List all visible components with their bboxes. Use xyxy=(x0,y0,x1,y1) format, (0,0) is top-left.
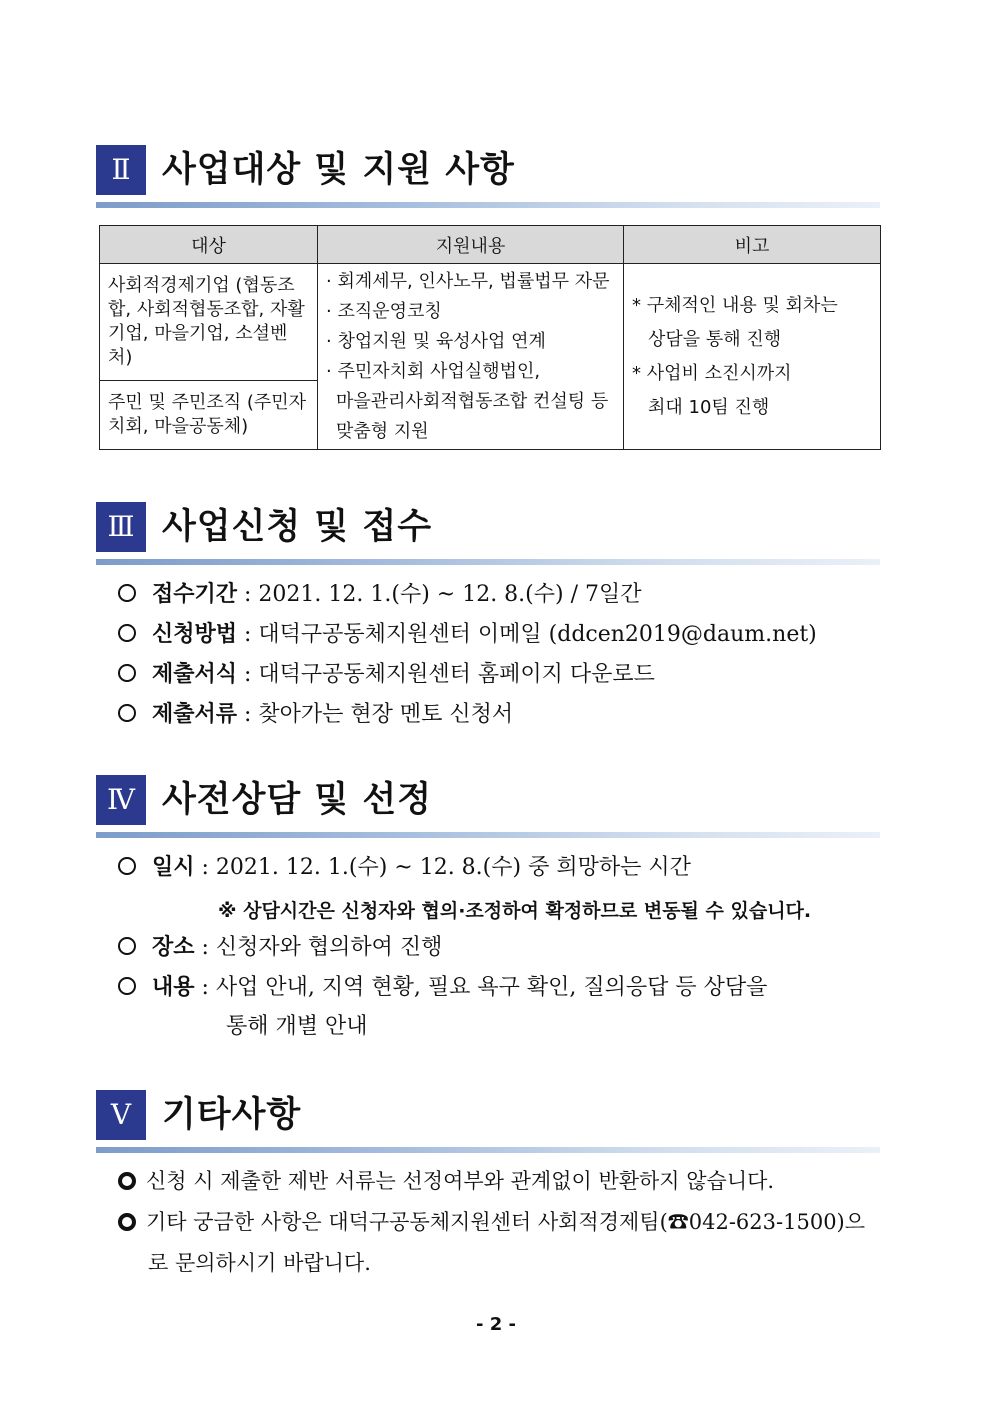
circle-bullet-icon xyxy=(118,937,136,955)
table-header-content: 지원내용 xyxy=(318,226,624,264)
section-underline xyxy=(96,832,880,838)
section-underline xyxy=(96,1147,880,1153)
section-4-header xyxy=(96,775,880,839)
section-title: 기타사항 xyxy=(162,1095,302,1135)
consult-content: 내용 : 사업 안내, 지역 현황, 필요 욕구 확인, 질의응답 등 상담을 xyxy=(118,972,767,1003)
table-cell-target-2: 주민 및 주민조직 (주민자치회, 마을공동체) xyxy=(100,381,318,450)
consult-content-cont: 통해 개별 안내 xyxy=(226,1014,368,1039)
bullet-icon xyxy=(118,1172,136,1190)
section-numeral: Ⅲ xyxy=(96,502,146,552)
content-line: · 주민자치회 사업실행법인, xyxy=(326,360,541,382)
content-line: · 조직운영코칭 xyxy=(326,300,442,322)
support-table xyxy=(99,225,881,450)
section-numeral: Ⅴ xyxy=(96,1090,146,1140)
application-item: 접수기간 : 2021. 12. 1.(수) ~ 12. 8.(수) / 7일간 xyxy=(118,579,642,610)
circle-bullet-icon xyxy=(118,704,136,722)
consult-note: ※ 상담시간은 신청자와 협의·조정하여 확정하므로 변동될 수 있습니다. xyxy=(218,900,812,922)
section-title: 사전상담 및 선정 xyxy=(162,780,433,820)
application-item: 제출서류 : 찾아가는 현장 멘토 신청서 xyxy=(118,699,513,730)
content-line: 마을관리사회적협동조합 컨설팅 등 xyxy=(336,390,609,412)
page-number: - 2 - xyxy=(476,1314,516,1335)
section-title: 사업대상 및 지원 사항 xyxy=(162,150,515,190)
table-header-target: 대상 xyxy=(100,226,318,264)
note-line: 최대 10팀 진행 xyxy=(648,396,770,418)
section-underline xyxy=(96,202,880,208)
content-line: 맞춤형 지원 xyxy=(336,420,429,442)
application-item: 신청방법 : 대덕구공동체지원센터 이메일 (ddcen2019@daum.net) xyxy=(118,619,817,650)
application-item: 제출서식 : 대덕구공동체지원센터 홈페이지 다운로드 xyxy=(118,659,655,690)
note-line: 상담을 통해 진행 xyxy=(648,328,782,350)
table-cell-note xyxy=(624,264,881,450)
etc-item: 기타 궁금한 사항은 대덕구공동체지원센터 사회적경제팀(☎042-623-1500)으 xyxy=(118,1207,865,1237)
section-title: 사업신청 및 접수 xyxy=(162,507,433,547)
content-line: · 회계세무, 인사노무, 법률법무 자문 xyxy=(326,270,610,292)
table-header-note: 비고 xyxy=(624,226,881,264)
circle-bullet-icon xyxy=(118,584,136,602)
section-2-header xyxy=(96,145,880,209)
content-line: · 창업지원 및 육성사업 연계 xyxy=(326,330,546,352)
circle-bullet-icon xyxy=(118,857,136,875)
section-underline xyxy=(96,559,880,565)
consult-date: 일시 : 2021. 12. 1.(수) ~ 12. 8.(수) 중 희망하는 시간 xyxy=(118,852,691,883)
note-line: * 구체적인 내용 및 회차는 xyxy=(632,294,838,316)
section-numeral: Ⅱ xyxy=(96,145,146,195)
etc-item-cont: 로 문의하시기 바랍니다. xyxy=(148,1251,371,1275)
circle-bullet-icon xyxy=(118,977,136,995)
circle-bullet-icon xyxy=(118,664,136,682)
section-numeral: Ⅳ xyxy=(96,775,146,825)
bullet-icon xyxy=(118,1213,136,1231)
consult-place: 장소 : 신청자와 협의하여 진행 xyxy=(118,932,442,963)
section-5-header xyxy=(96,1090,880,1154)
table-cell-content xyxy=(318,264,624,450)
circle-bullet-icon xyxy=(118,624,136,642)
section-3-header xyxy=(96,502,880,566)
table-cell-target-1: 사회적경제기업 (협동조합, 사회적협동조합, 자활기업, 마을기업, 소셜벤처) xyxy=(100,264,318,381)
etc-item: 신청 시 제출한 제반 서류는 선정여부와 관계없이 반환하지 않습니다. xyxy=(118,1166,774,1196)
note-line: * 사업비 소진시까지 xyxy=(632,362,792,384)
